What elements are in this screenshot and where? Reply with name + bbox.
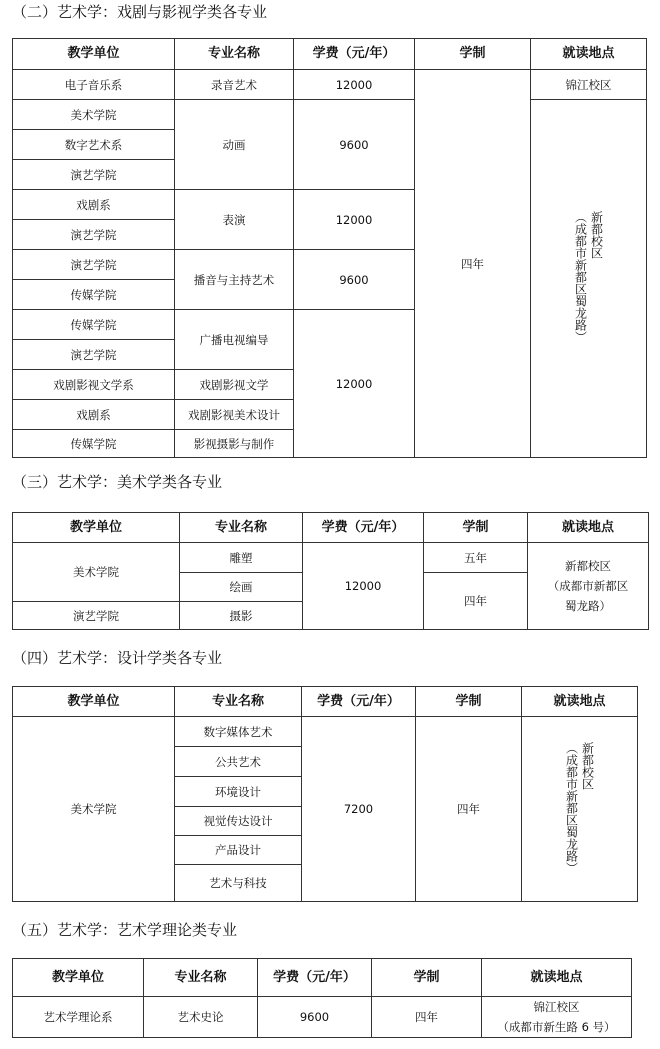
major-cell: 戏剧影视美术设计	[175, 400, 294, 430]
major-cell: 戏剧影视文学	[175, 370, 294, 400]
location-address: （成都市新都区蜀龙路）	[573, 211, 588, 343]
fee-cell: 12000	[294, 70, 415, 100]
unit-cell: 演艺学院	[13, 250, 175, 280]
header-unit: 教学单位	[13, 39, 175, 70]
location-address: （成都市新都区蜀龙路）	[564, 741, 579, 874]
header-duration: 学制	[416, 687, 522, 717]
unit-cell: 戏剧影视文学系	[13, 370, 175, 400]
table-row	[13, 543, 649, 573]
unit-cell: 演艺学院	[13, 160, 175, 190]
unit-cell: 数字艺术系	[13, 130, 175, 160]
header-location: 就读地点	[531, 39, 647, 70]
major-cell: 艺术史论	[144, 997, 258, 1038]
major-cell: 播音与主持艺术	[175, 250, 294, 310]
fee-cell: 9600	[258, 997, 372, 1038]
unit-cell: 演艺学院	[13, 340, 175, 370]
header-unit: 教学单位	[13, 959, 144, 997]
header-unit: 教学单位	[13, 687, 175, 717]
major-cell: 产品设计	[175, 836, 302, 865]
vertical-location	[574, 211, 604, 343]
header-major: 专业名称	[180, 513, 303, 543]
table-header-row	[13, 687, 638, 717]
header-location: 就读地点	[528, 513, 649, 543]
location-text	[482, 997, 631, 1037]
unit-cell: 戏剧系	[13, 400, 175, 430]
header-major: 专业名称	[144, 959, 258, 997]
location-line: （成都市新生路 6 号）	[497, 1020, 616, 1034]
header-major: 专业名称	[175, 687, 302, 717]
duration-cell: 五年	[424, 543, 528, 573]
header-location: 就读地点	[482, 959, 632, 997]
location-cell	[522, 717, 638, 902]
table-row	[13, 997, 632, 1038]
major-cell: 表演	[175, 190, 294, 250]
vertical-location	[565, 742, 595, 874]
major-cell: 环境设计	[175, 777, 302, 807]
unit-cell: 演艺学院	[13, 220, 175, 250]
fine-arts-table	[12, 512, 649, 630]
location-line: 锦江校区	[533, 1000, 580, 1014]
unit-cell: 演艺学院	[13, 602, 180, 630]
table-header-row	[13, 513, 649, 543]
location-cell	[531, 100, 647, 458]
major-cell: 艺术与科技	[175, 865, 302, 902]
major-cell: 雕塑	[180, 543, 303, 573]
section-heading: （四）艺术学：设计学类各专业	[12, 649, 223, 667]
major-cell: 录音艺术	[175, 70, 294, 100]
table-row	[13, 717, 638, 747]
location-text	[528, 556, 648, 616]
location-line: 蜀龙路）	[565, 599, 611, 613]
design-table	[12, 686, 638, 902]
major-cell: 动画	[175, 100, 294, 190]
major-cell: 绘画	[180, 573, 303, 602]
duration-cell: 四年	[416, 717, 522, 902]
table-row	[13, 70, 647, 100]
table-header-row	[13, 39, 647, 70]
header-duration: 学制	[424, 513, 528, 543]
fee-cell: 9600	[294, 100, 415, 190]
fee-cell: 7200	[302, 717, 416, 902]
header-location: 就读地点	[522, 687, 638, 717]
duration-cell: 四年	[424, 573, 528, 630]
unit-cell: 传媒学院	[13, 310, 175, 340]
header-duration: 学制	[372, 959, 482, 997]
major-cell: 影视摄影与制作	[175, 430, 294, 458]
unit-cell: 传媒学院	[13, 430, 175, 458]
duration-cell: 四年	[372, 997, 482, 1038]
unit-cell: 美术学院	[13, 100, 175, 130]
header-fee: 学费（元/年）	[258, 959, 372, 997]
fee-cell: 9600	[294, 250, 415, 310]
header-fee: 学费（元/年）	[294, 39, 415, 70]
major-cell: 摄影	[180, 602, 303, 630]
location-line: （成都市新都区	[547, 579, 629, 593]
location-name: 新都校区	[589, 211, 604, 259]
major-cell: 公共艺术	[175, 747, 302, 777]
header-fee: 学费（元/年）	[302, 687, 416, 717]
major-cell: 数字媒体艺术	[175, 717, 302, 747]
header-duration: 学制	[415, 39, 531, 70]
art-theory-table	[12, 958, 632, 1038]
header-unit: 教学单位	[13, 513, 180, 543]
major-cell: 视觉传达设计	[175, 807, 302, 836]
section-heading: （五）艺术学：艺术学理论类专业	[12, 921, 238, 939]
location-cell	[482, 997, 632, 1038]
drama-film-table	[12, 38, 647, 458]
header-fee: 学费（元/年）	[303, 513, 424, 543]
table-header-row	[13, 959, 632, 997]
location-cell	[528, 543, 649, 630]
unit-cell: 戏剧系	[13, 190, 175, 220]
table-row	[13, 100, 647, 130]
location-name: 新都校区	[580, 741, 595, 790]
unit-cell: 艺术学理论系	[13, 997, 144, 1038]
section-heading: （二）艺术学：戏剧与影视学类各专业	[12, 3, 268, 21]
major-cell: 广播电视编导	[175, 310, 294, 370]
section-heading: （三）艺术学：美术学类各专业	[12, 473, 223, 491]
fee-cell: 12000	[294, 190, 415, 250]
unit-cell: 电子音乐系	[13, 70, 175, 100]
unit-cell: 美术学院	[13, 717, 175, 902]
location-cell: 锦江校区	[531, 70, 647, 100]
fee-cell: 12000	[294, 310, 415, 458]
fee-cell: 12000	[303, 543, 424, 630]
location-line: 新都校区	[565, 559, 611, 573]
duration-cell: 四年	[415, 70, 531, 458]
header-major: 专业名称	[175, 39, 294, 70]
unit-cell: 传媒学院	[13, 280, 175, 310]
unit-cell: 美术学院	[13, 543, 180, 602]
